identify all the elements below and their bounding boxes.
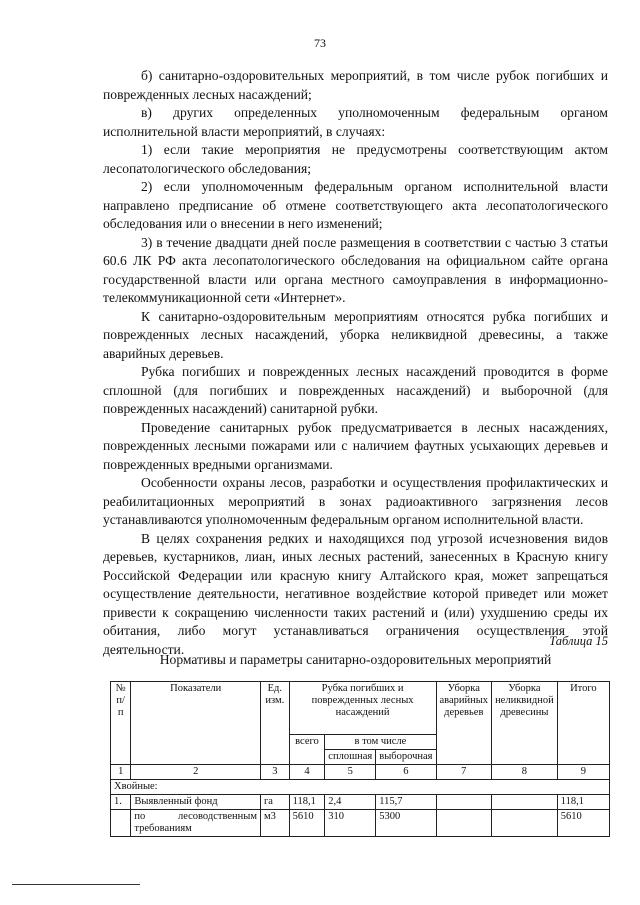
header-num: № п/п	[111, 682, 131, 765]
row-num	[111, 810, 131, 837]
paragraph: Особенности охраны лесов, разработки и осуществления профилактических и реабилитационных мероприятий в зонах радиоактивного загрязнения лесов устанавливаются уполномоченным федеральным органом исполнительной власти.	[103, 475, 608, 527]
row-name: Выявленный фонд	[131, 795, 261, 810]
header-total: Итого	[557, 682, 609, 765]
row-selective: 115,7	[376, 795, 436, 810]
row-clear: 310	[325, 810, 376, 837]
row-name-part: требованиям	[134, 823, 192, 834]
header-total-all: всего	[289, 735, 325, 765]
header-indicators: Показатели	[131, 682, 261, 765]
column-number: 9	[557, 765, 609, 780]
norms-table	[110, 681, 610, 837]
header-incl: в том числе	[325, 735, 436, 750]
group-row	[111, 780, 610, 795]
row-all: 118,1	[289, 795, 325, 810]
column-number: 4	[289, 765, 325, 780]
row-name-part: лесоводственным	[177, 811, 257, 822]
header-unit: Ед. изм.	[260, 682, 289, 765]
column-number: 2	[131, 765, 261, 780]
row-unit: м3	[260, 810, 289, 837]
column-number: 7	[436, 765, 492, 780]
table-row	[111, 810, 610, 837]
paragraph: в) других определенных уполномоченным федеральным органом исполнительной власти мероприятий, в случаях:	[103, 105, 608, 139]
paragraph: Проведение санитарных рубок предусматривается в лесных насаждениях, поврежденных лесными пожарами или с наличием фаутных усыхающих деревьев и поврежденных вредными организмами.	[103, 419, 608, 472]
header-emergency: Уборка аварийных деревьев	[436, 682, 492, 765]
column-numbers-row	[111, 765, 610, 780]
group-label: Хвойные:	[111, 780, 610, 795]
row-emergency	[436, 795, 492, 810]
header-selective: выборочная	[376, 750, 436, 765]
row-total: 5610	[557, 810, 609, 837]
column-number: 1	[111, 765, 131, 780]
row-selective: 5300	[376, 810, 436, 837]
row-emergency	[436, 810, 492, 837]
paragraph: б) санитарно-оздоровительных мероприятий, в том числе рубок погибших и поврежденных лесных насаждений;	[103, 68, 608, 102]
body-text	[103, 67, 608, 659]
column-number: 3	[260, 765, 289, 780]
column-number: 5	[325, 765, 376, 780]
header-felling: Рубка погибших и поврежденных лесных насаждений	[289, 682, 436, 735]
paragraph: К санитарно-оздоровительным мероприятиям относятся рубка погибших и поврежденных лесных насаждений, уборка неликвидной древесины, а также аварийных деревьев.	[103, 308, 608, 361]
table-title: Нормативы и параметры санитарно-оздоровительных мероприятий	[159, 652, 552, 667]
table-label: Таблица 15	[549, 634, 608, 648]
column-number: 6	[376, 765, 436, 780]
header-clear: сплошная	[325, 750, 376, 765]
row-total: 118,1	[557, 795, 609, 810]
header-illiquid: Уборка неликвидной древесины	[492, 682, 558, 765]
table-row	[111, 795, 610, 810]
row-unit: га	[260, 795, 289, 810]
paragraph: 3) в течение двадцати дней после размещения в соответствии с частью 3 статьи 60.6 ЛК РФ акта лесопатологического обследования на официальном сайте органа государственной власти или органа местного самоуправления в информационно-телекоммуникационной сети «Интернет».	[103, 234, 608, 305]
column-number: 8	[492, 765, 558, 780]
paragraph: 1) если такие мероприятия не предусмотрены соответствующим актом лесопатологического обследования;	[103, 142, 608, 176]
paragraph: В целях сохранения редких и находящихся под угрозой исчезновения видов деревьев, кустарников, лиан, иных лесных растений, занесенных в Красную книгу Российской Федерации или красную книгу Алтайского края, может запрещаться осуществление деятельности, негативное воздействие которой приведет или может привести к сокращению численности таких растений и (или) ухудшению среды их обитания, либо могут устанавливаться ограничения осуществления этой деятельности.	[103, 530, 608, 657]
paragraph: 2) если уполномоченным федеральным органом исполнительной власти направлено предписание об отмене соответствующего акта лесопатологического обследования или о внесении в него изменений;	[103, 179, 608, 231]
paragraph: Рубка погибших и поврежденных лесных насаждений проводится в форме сплошной (для погибших и поврежденных насаждений) и выборочной (для поврежденных насаждений) санитарной рубки.	[103, 364, 608, 416]
row-name	[131, 810, 261, 837]
row-num: 1.	[111, 795, 131, 810]
row-name-part: по	[134, 811, 146, 822]
page-number: 73	[314, 36, 326, 50]
footnote-divider	[12, 884, 140, 885]
row-clear: 2,4	[325, 795, 376, 810]
row-illiquid	[492, 810, 558, 837]
row-illiquid	[492, 795, 558, 810]
row-all: 5610	[289, 810, 325, 837]
